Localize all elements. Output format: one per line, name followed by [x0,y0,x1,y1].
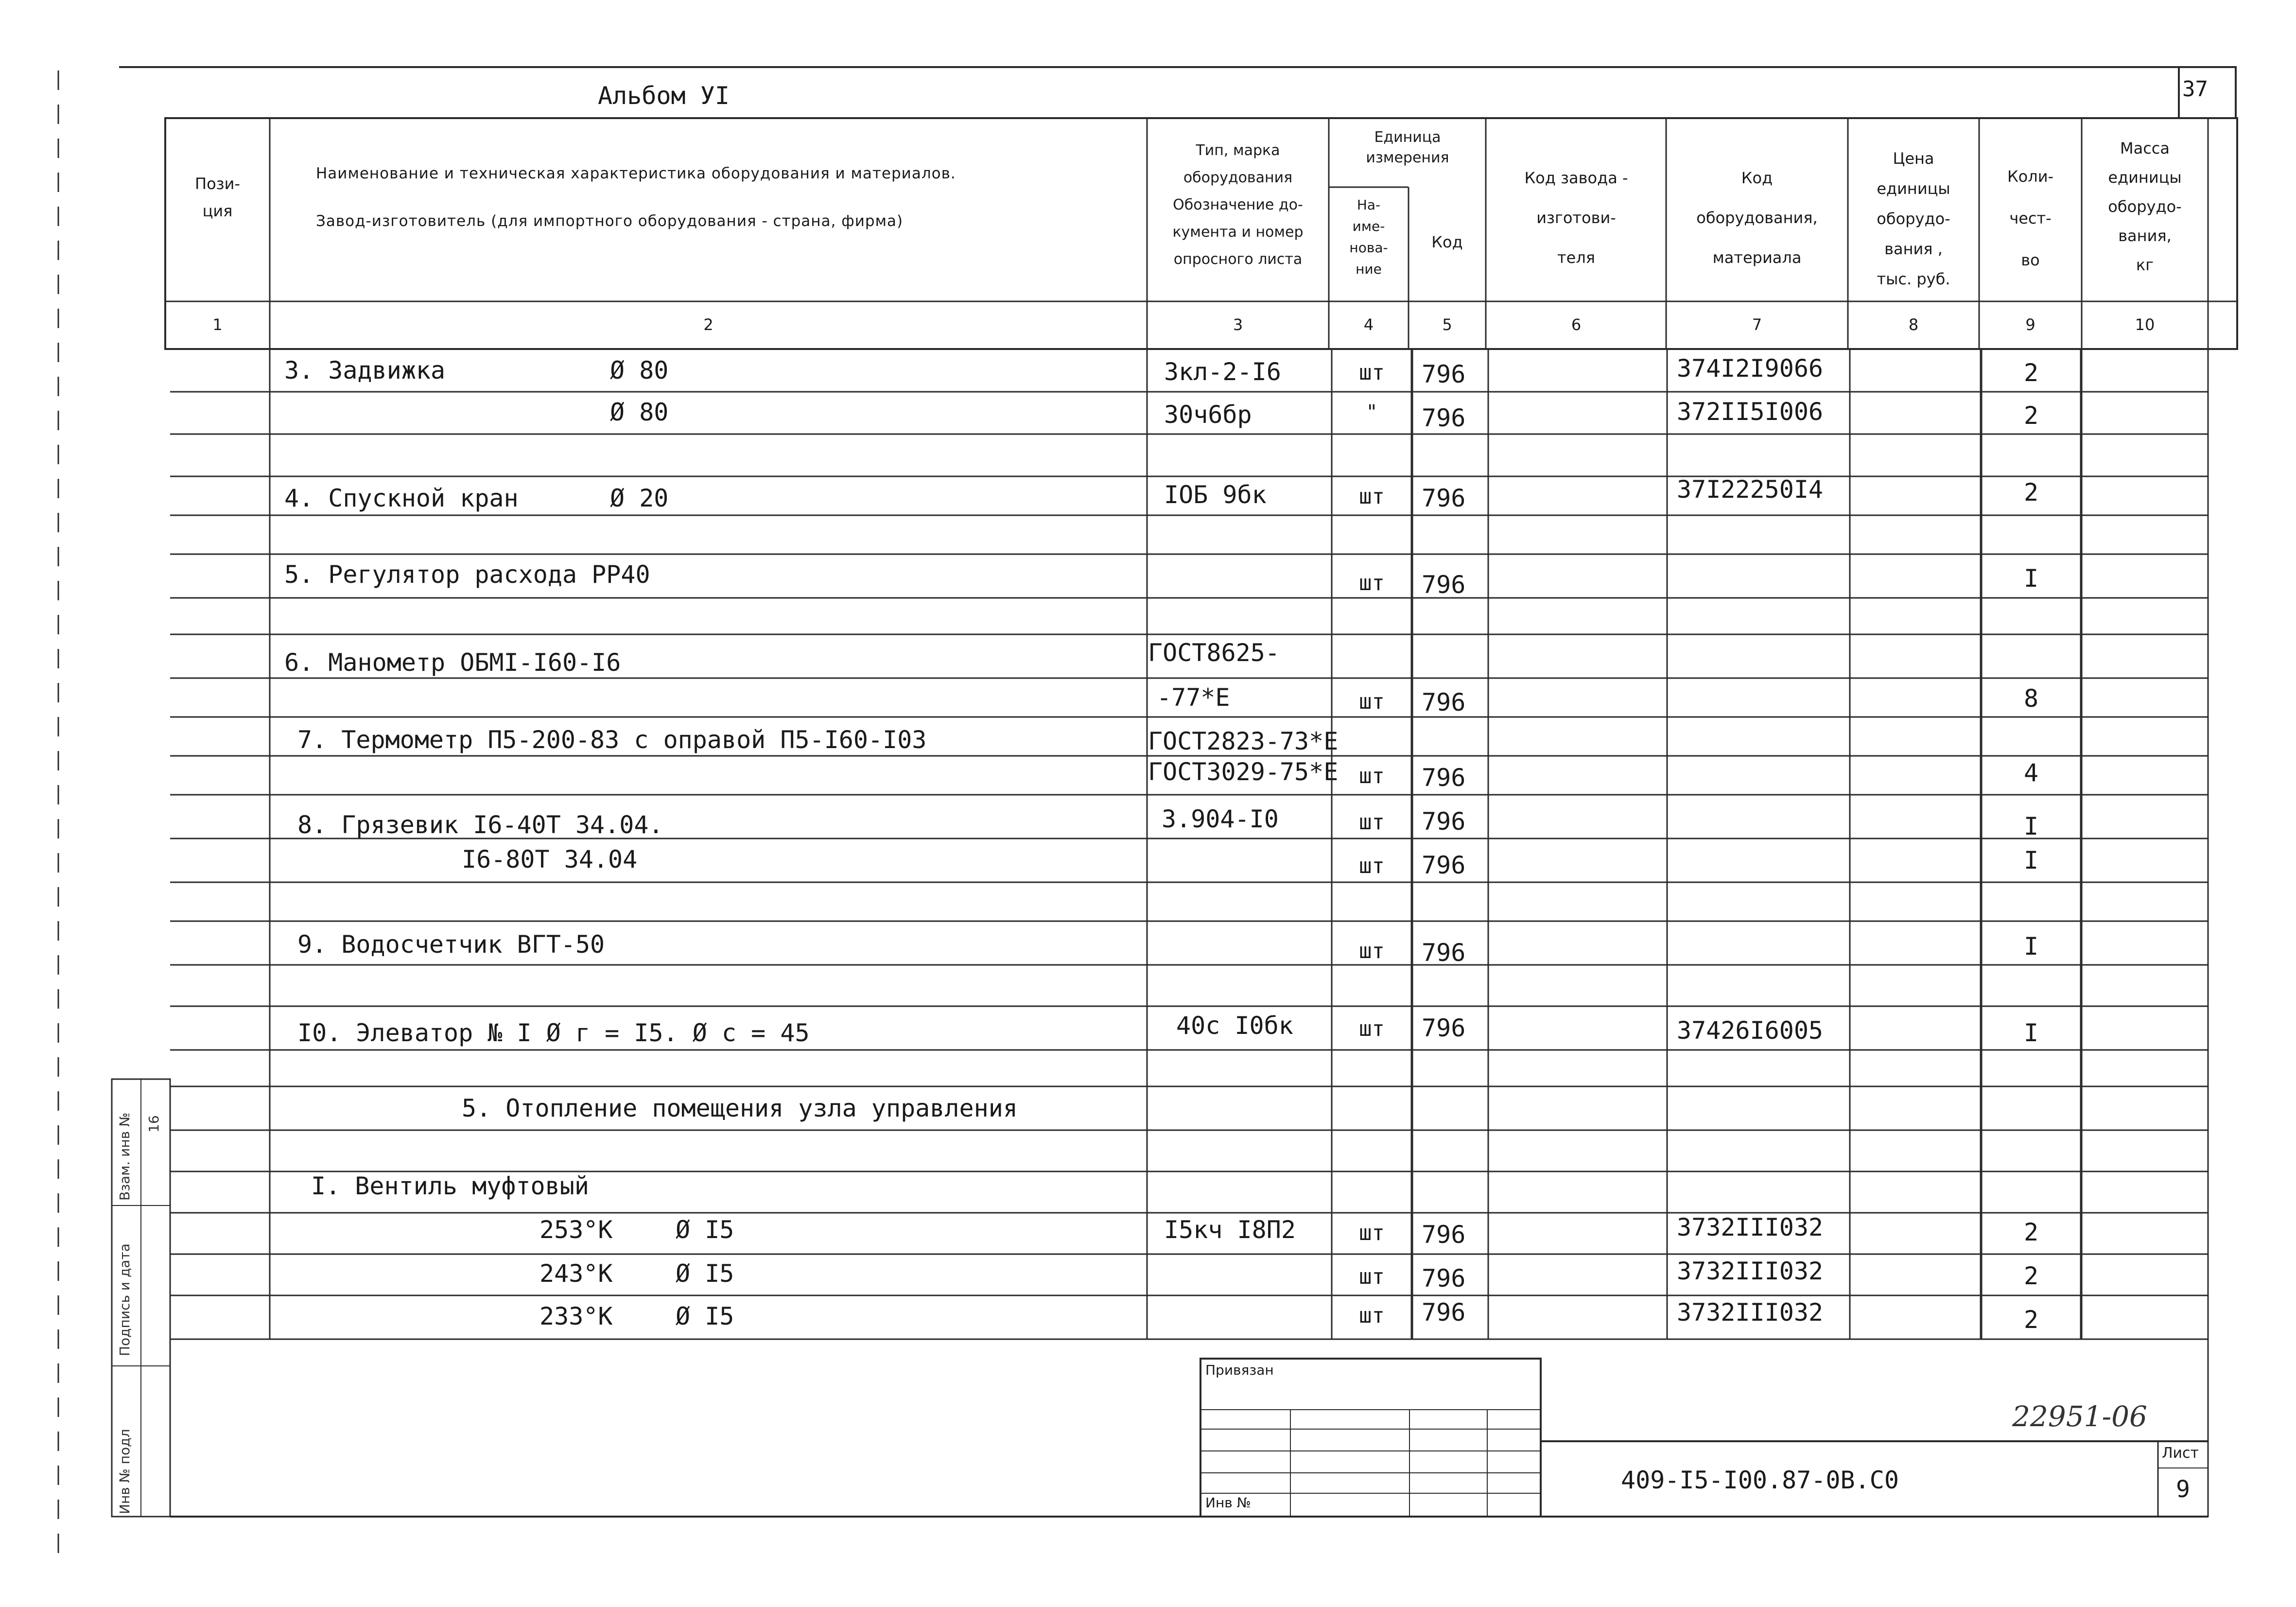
row-type: -77*Е [1157,683,1230,712]
row-name: 4. Спускной кран [284,484,519,512]
row-size: Ø I5 [676,1259,734,1288]
row-unit: шт [1359,360,1385,385]
row-code: 37426I6005 [1677,1016,1824,1045]
row-unit-code: 796 [1422,764,1466,792]
row-qty: 2 [2023,1262,2039,1290]
row-name: I6-80Т 34.04 [462,845,638,873]
row-unit: " [1366,401,1378,423]
row-qty: I [2023,846,2039,874]
row-unit: шт [1359,1264,1385,1289]
col-num-1: 1 [212,315,223,334]
row-size: Ø I5 [676,1302,734,1330]
stamp-inv-number: Инв № [1205,1495,1251,1511]
row-qty: 2 [2023,478,2039,507]
side-inv-podl: Инв № подл [117,1429,133,1514]
row-name: 3. Задвижка [284,356,446,384]
col-num-9: 9 [2025,315,2035,334]
row-unit: шт [1359,1221,1385,1245]
row-qty: 2 [2023,1306,2039,1334]
row-unit-code: 796 [1422,1221,1466,1249]
row-name: 233°К [539,1302,613,1330]
row-type: 3.904-I0 [1162,805,1279,833]
header-equipment-code: Код оборудования, материала [1696,169,1818,267]
row-name: 243°К [539,1259,613,1288]
row-name: I0. Элеватор № I Ø г = I5. Ø с = 45 [297,1019,810,1047]
row-unit-code: 796 [1422,484,1466,512]
row-unit: шт [1359,854,1385,878]
row-type: 3кл-2-I6 [1164,358,1281,386]
row-unit: шт [1359,571,1385,595]
row-qty: 8 [2023,684,2039,713]
row-unit-code: 796 [1422,939,1466,967]
row-type: 30ч6бр [1164,401,1252,429]
header-price: Цена единицы оборудо- вания , тыс. руб. [1877,149,1950,288]
col-num-10: 10 [2135,315,2155,334]
header-unit-group: Единица измерения [1366,129,1449,166]
row-code: 374I2I9066 [1677,354,1824,383]
row-qty: 4 [2023,759,2039,787]
header-unit-name: На- име- нова- ние [1349,197,1388,277]
row-qty: I [2023,812,2039,840]
header-factory-code: Код завода - изготови- теля [1524,169,1628,267]
stamp-privyazan: Привязан [1205,1362,1274,1378]
row-name: 8. Грязевик I6-40Т 34.04. [297,811,663,839]
row-size: Ø I5 [676,1216,734,1244]
row-name: 253°К [539,1216,613,1244]
col-num-5: 5 [1442,315,1452,334]
row-unit-code: 796 [1422,360,1466,388]
row-unit-code: 796 [1422,404,1466,432]
document-code: 409-I5-I00.87-0В.С0 [1621,1466,1899,1494]
row-qty: 2 [2023,1218,2039,1246]
col-num-8: 8 [1908,315,1919,334]
album-title: Альбом УI [598,82,730,110]
row-type: 40с I0бк [1176,1012,1293,1040]
col-num-4: 4 [1363,315,1374,334]
row-unit-code: 796 [1422,571,1466,599]
row-qty: 2 [2023,402,2039,430]
side-vzam: Взам. инв № [117,1112,133,1201]
section-heading: 5. Отопление помещения узла управления [462,1094,1018,1122]
row-name: 7. Термометр П5-200-83 с оправой П5-I60-I03 [297,726,927,754]
row-type: ГОСТ2823-73*Е [1148,727,1339,755]
row-unit: шт [1359,1016,1385,1041]
row-type: I5кч I8П2 [1164,1216,1296,1244]
row-unit: шт [1359,939,1385,963]
row-unit: шт [1359,689,1385,714]
row-name: 5. Регулятор расхода РР40 [284,560,650,589]
row-unit-code: 796 [1422,807,1466,836]
row-type: IОБ 9бк [1164,481,1267,509]
header-type: Тип, марка оборудования Обозначение до- кумента и номер опросного листа [1172,142,1304,268]
header-quantity: Коли- чест- во [2007,167,2054,269]
side-podpis-data: Подпись и дата [117,1243,133,1356]
row-code: 372II5I006 [1677,398,1824,426]
sheet-label: Лист [2162,1445,2199,1462]
row-unit-code: 796 [1422,1298,1466,1327]
row-qty: 2 [2023,359,2039,387]
header-mass: Масса единицы оборудо- вания, кг [2108,139,2182,274]
sheet-number: 9 [2176,1476,2190,1503]
col-num-3: 3 [1233,315,1243,334]
header-name-line2: Завод-изготовитель (для импортного оборудования - страна, фирма) [316,212,904,230]
row-qty: I [2023,1019,2039,1047]
header-position: Пози- ция [195,175,240,220]
header-name-line1: Наименование и техническая характеристика оборудования и материалов. [316,165,956,182]
row-size: Ø 80 [610,398,669,426]
row-unit: шт [1359,764,1385,788]
row-type: ГОСТ3029-75*Е [1148,758,1339,786]
row-unit: шт [1359,810,1385,835]
row-unit: шт [1359,1303,1385,1328]
row-code: 37I22250I4 [1677,475,1824,504]
row-type: ГОСТ8625- [1148,639,1280,667]
row-qty: I [2023,564,2039,593]
row-unit-code: 796 [1422,851,1466,879]
row-size: Ø 80 [610,356,669,384]
row-code: 3732III032 [1677,1257,1824,1285]
row-name: 9. Водосчетчик ВГТ-50 [297,930,605,959]
header-unit-code: Код [1431,233,1463,251]
col-num-2: 2 [703,315,713,334]
col-num-7: 7 [1752,315,1762,334]
row-unit: шт [1359,484,1385,509]
page-number: 37 [2182,77,2208,102]
row-size: Ø 20 [610,484,669,512]
row-code: 3732III032 [1677,1298,1824,1327]
col-num-6: 6 [1571,315,1582,334]
row-unit-code: 796 [1422,1264,1466,1293]
row-unit-code: 796 [1422,688,1466,716]
side-number: 16 [146,1115,162,1133]
row-code: 3732III032 [1677,1213,1824,1241]
row-qty: I [2023,932,2039,961]
row-name: 6. Манометр ОБМI-I60-I6 [284,648,621,677]
row-name: I. Вентиль муфтовый [311,1172,589,1200]
handwritten-number: 22951-06 [2012,1400,2147,1433]
row-unit-code: 796 [1422,1014,1466,1042]
